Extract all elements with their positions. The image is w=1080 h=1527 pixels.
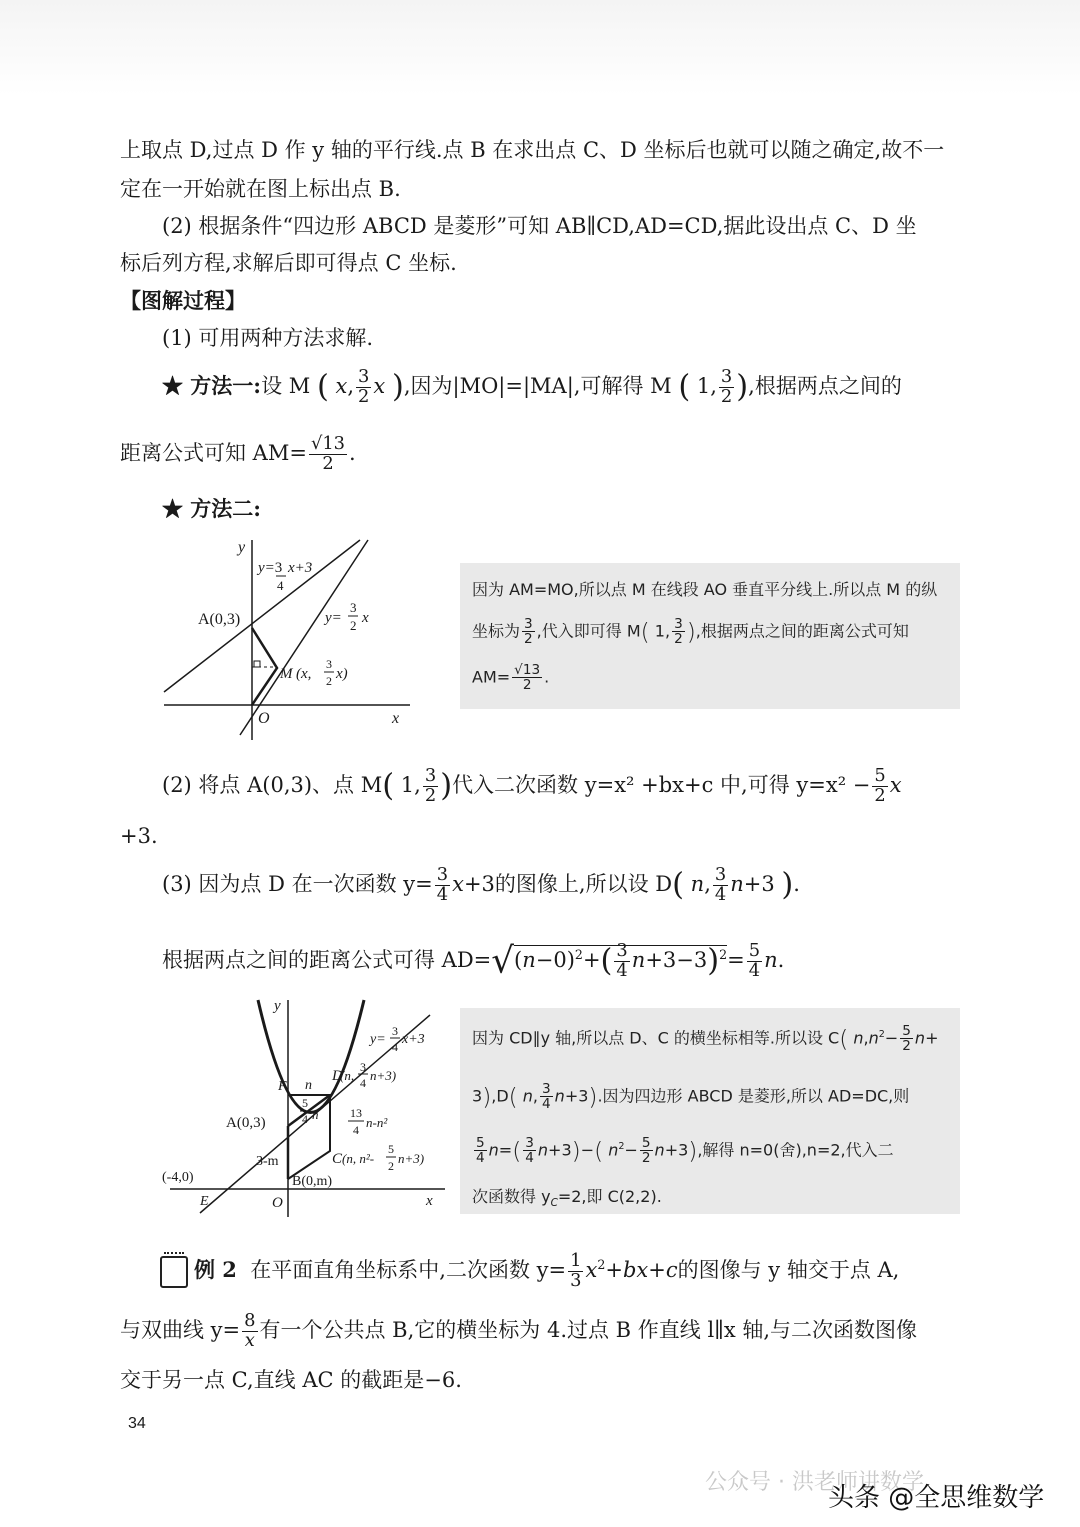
graph1-point-a: A(0,3) [198,611,241,628]
graph2-point-e-coord: (-4,0) [162,1170,194,1185]
method-1-result: 距离公式可知 AM= $\frac{√13}{2}$ . [120,433,356,474]
text-line-4: 标后列方程,求解后即可得点 C 坐标. [120,251,457,275]
graph2-label-3m: 3-m [256,1154,279,1169]
text-line-1: 上取点 D,过点 D 作 y 轴的平行线.点 B 在求出点 C、D 坐标后也就可以随之确定,故不一 [120,138,945,162]
page-number: 34 [128,1415,146,1432]
example-2-line-3: 交于另一点 C,直线 AC 的截距是−6. [120,1368,462,1392]
notebook-icon [160,1256,188,1288]
graph1-point-m-coord: (x, [296,666,312,682]
graph1-eq1: y=3 [258,560,283,576]
part-2-text-a: (2) 将点 A(0,3)、点 M [162,773,383,797]
text-line-3: (2) 根据条件“四边形 ABCD 是菱形”可知 AB∥CD,AD=CD,据此设出点 C、D 坐 [162,214,917,238]
graph2-134-den: 4 [353,1123,359,1137]
section-heading: 【图解过程】 [120,288,246,313]
graph1-eq1-tail: x+3 [288,560,313,576]
graph2-d-den: 4 [360,1076,366,1090]
graph2-y-label: y [274,998,281,1014]
graph1-m-num: 3 [326,657,332,671]
graph2-x-label: x [426,1193,433,1209]
graph2-line-label: y= [370,1032,386,1047]
graph1-eq2-num: 3 [350,600,357,615]
method-1-text-b: ,因为|MO|=|MA|,可解得 M [403,374,672,398]
part-2-text-b: 代入二次函数 y=x² +bx+c 中,可得 y=x² − [452,773,871,797]
box1-line-2: 坐标为 $\frac{3}{2}$ ,代入即可得 M( 1, $\frac{3}{2}$ ),根据两点之间的距离公式可知 [472,616,909,648]
graph2-point-c: C [332,1151,343,1167]
method-1-text-c: ,根据两点之间的 [748,374,902,398]
graph2-point-b: B(0,m) [292,1174,333,1189]
method-1-text-a: 设 M [261,374,311,398]
method-1-line: ★ 方法一:设 M ( x, $\frac{3}{2}$ x ),因为|MO|=|MA|,可解得 M ( 1, $\frac{3}{2}$ ),根据两点之间的 [162,366,902,407]
graph1-m-tail: x) [336,666,348,682]
graph1-eq2-x: x [362,610,369,626]
box1-line-3: AM= $\frac{√13}{2}$ . [472,662,550,694]
graph2-54-num: 5 [302,1096,308,1110]
text-line-2: 定在一开始就在图上标出点 B. [120,177,401,201]
graph2-c-tail: n+3) [398,1151,425,1166]
graph-1 [160,530,420,745]
graph2-line-den: 4 [392,1040,398,1054]
graph1-origin: O [258,710,270,727]
part-3-text-a: (3) 因为点 D 在一次函数 y= [162,872,433,896]
example-2-text-c: 与双曲线 y= [120,1318,241,1342]
graph2-line-num: 3 [392,1024,398,1038]
example-2-text-a: 在平面直角坐标系中,二次函数 y= [250,1258,567,1282]
example-2-label: 例 2 [194,1257,237,1282]
graph2-c-coord: (n, n²- [342,1151,375,1166]
box2-line-3: $\frac{5}{4}$ n=( $\frac{3}{4}$ n+3)−( $n^2-$ $\frac{5}{2}$ n+3),解得 n=0(舍),n=2,代入二 [476,1135,894,1167]
box2-line-4: 次函数得 $y_C=2$,即 C(2,2). [472,1187,662,1210]
graph2-d-num: 3 [360,1060,366,1074]
distance-line: 根据两点之间的距离公式可得 $AD=√(n-0)^2+$( $\frac{3}{4}$ n+3−3)$^2$= $\frac{5}{4}$ n. [162,940,785,982]
box2-line-2: 3),D( n, $\frac{3}{4}$ n+3).因为四边形 ABCD 是菱形,所以 AD=DC,则 [472,1081,910,1113]
part-3-line: (3) 因为点 D 在一次函数 y= $\frac{3}{4}$ x+3的图像上,所以设 D( n, $\frac{3}{4}$ n+3 ). [162,864,800,905]
graph2-d-tail: n+3) [370,1068,397,1083]
example-2-text-d: 有一个公共点 B,它的横坐标为 4.过点 B 作直线 l∥x 轴,与二次函数图像 [259,1318,918,1342]
graph2-54-n: n [312,1107,319,1122]
watermark-toutiao: 头条 @全思维数学 [828,1483,1045,1513]
graph2-c-den: 2 [388,1159,394,1173]
graph2-point-e: E [200,1194,209,1209]
example-2-line-2: 与双曲线 y= $\frac{8}{x}$ 有一个公共点 B,它的横坐标为 4.过点 B 作直线 l∥x 轴,与二次函数图像 [120,1310,918,1351]
distance-text: 根据两点之间的距离公式可得 AD= [162,948,492,972]
part-1-text: (1) 可用两种方法求解. [162,326,374,350]
watermark-wechat: 公众号 · 洪老师讲数学 [705,1470,924,1495]
graph2-54-den: 4 [302,1112,308,1126]
box2-line-1: 因为 CD∥y 轴,所以点 D、C 的横坐标相等.所以设 C( $n,n^2-$ $\frac{5}{2}$ n+ [472,1023,939,1055]
graph2-point-f: F [278,1079,287,1094]
graph1-eq1-den: 4 [277,578,284,593]
graph1-point-m: M [280,666,293,682]
part-2-line: (2) 将点 A(0,3)、点 M( 1, $\frac{3}{2}$ )代入二次函数 y=x² +bx+c 中,可得 y=x² − $\frac{5}{2}$ x [162,765,902,806]
graph1-m-den: 2 [326,674,332,688]
graph1-eq2-den: 2 [350,618,357,633]
graph1-eq2: y= [325,610,342,626]
box1-line-1: 因为 AM=MO,所以点 M 在线段 AO 垂直平分线上.所以点 M 的纵 [472,580,938,599]
method-1-label: ★ 方法一: [162,373,262,398]
graph2-line-tail: x+3 [402,1032,425,1047]
method-2-line [162,489,962,529]
graph2-c-num: 5 [388,1142,394,1156]
explanation-box-2 [460,1008,960,1214]
graph1-y-label: y [238,539,246,556]
page-top-shade [0,0,1080,95]
graph1-x-label: x [392,710,400,727]
part-2-result: +3. [120,824,158,848]
method-1-text-d: 距离公式可知 AM= [120,441,307,465]
explanation-box-1 [460,563,960,709]
graph1-right-angle [254,661,260,667]
graph2-rhombus [288,1095,330,1179]
method-2-label: ★ 方法二: [162,496,262,521]
graph2-origin: O [272,1195,283,1211]
graph2-134-num: 13 [350,1106,362,1120]
example-2-line-1: 例 2 在平面直角坐标系中,二次函数 y= $\frac{1}{3}$ $x^2+bx+c$的图像与 y 轴交于点 A, [160,1245,962,1291]
example-2-text-b: 的图像与 y 轴交于点 A, [677,1258,900,1282]
graph2-point-d: D [332,1068,343,1084]
graph2-label-n: n [305,1078,312,1093]
part-3-text-b: 的图像上,所以设 D [494,872,673,896]
graph-2 [160,995,450,1220]
graph2-134-tail: n-n² [366,1115,388,1130]
graph2-point-a: A(0,3) [226,1115,266,1131]
graph2-d-coord: (n, [340,1068,355,1083]
